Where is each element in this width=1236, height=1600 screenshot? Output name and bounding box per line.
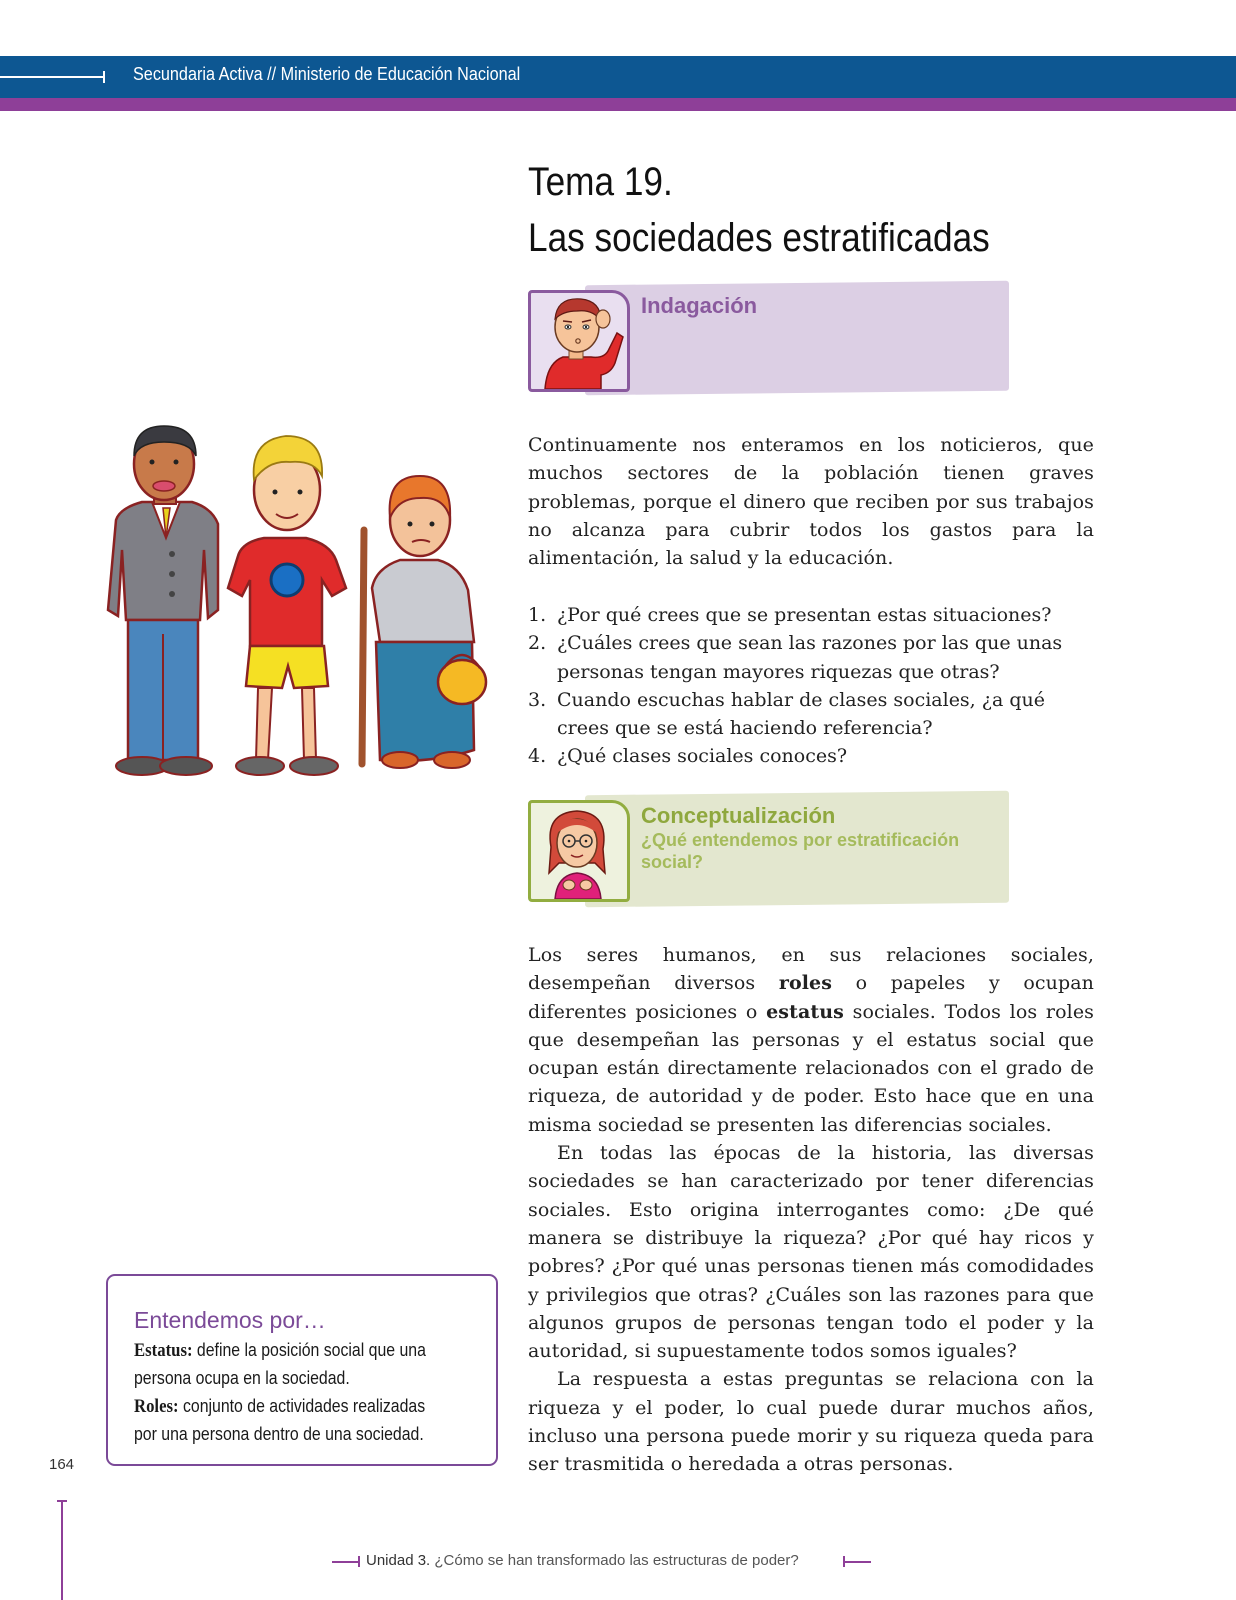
- definition-estatus: Estatus: define la posición social que una: [134, 1340, 426, 1361]
- footer-tick-left: [358, 1556, 360, 1567]
- header-rule: [0, 76, 104, 78]
- thinking-boy-icon: [528, 290, 630, 392]
- footer-unit-title: Unidad 3. ¿Cómo se han transformado las estructuras de poder?: [366, 1552, 799, 1569]
- conceptualizacion-body: [528, 941, 1094, 1479]
- page-title: Las sociedades estratificadas: [528, 216, 990, 260]
- list-item: 4. ¿Qué clases sociales conoces?: [528, 745, 848, 768]
- indagacion-heading: Indagación: [641, 293, 758, 318]
- three-people-social-classes-illustration: [100, 420, 510, 804]
- definition-roles-cont: por una persona dentro de una sociedad.: [134, 1424, 424, 1444]
- topic-number: Tema 19.: [528, 160, 673, 204]
- boy-figure: [228, 436, 346, 775]
- question-list: [528, 601, 1094, 771]
- definition-roles: Roles: conjunto de actividades realizadas: [134, 1396, 426, 1417]
- girl-with-glasses-icon: [528, 800, 630, 902]
- footer-rule-right: [843, 1561, 871, 1563]
- man-in-suit-figure: [108, 426, 218, 775]
- margin-rule: [61, 1500, 63, 1600]
- footer-tick-right: [843, 1556, 845, 1567]
- conceptualizacion-subheading: ¿Qué entendemos por estratificación social?: [641, 830, 960, 872]
- paragraph: La respuesta a estas preguntas se relaciona con la riqueza y el poder, lo cual puede durar muchos años, incluso una persona puede morir y su riqueza queda para ser trasmitida o heredada a otras personas.: [528, 1368, 1094, 1476]
- term-roles: roles: [778, 972, 833, 995]
- paragraph: En todas las épocas de la historia, las diversas sociedades se han caracterizado por tener diferencias sociales. Esto origina interrogantes como: ¿De qué manera se distribuye la riqueza? ¿Por qué hay ricos y pobres? ¿Por qué unas personas tienen más comodidades y privilegios que otras? ¿Cuáles son las razones para que algunos grupos de personas tengan todo el poder y la autoridad, si supuestamente todos somos iguales?: [528, 1142, 1094, 1363]
- footer-rule-left: [332, 1561, 360, 1563]
- running-header: Secundaria Activa // Ministerio de Educación Nacional: [133, 64, 521, 84]
- term-estatus: estatus: [766, 1000, 844, 1023]
- paragraph: Los seres humanos, en sus relaciones sociales, desempeñan diversos roles o papeles y ocupan diferentes posiciones o estatus sociales. Todos los roles que desempeñan las personas y el estatus social que ocupan están directamente relacionados con el grado de riqueza, de autoridad y de poder. Esto hace que en una misma sociedad se presenten las diferencias sociales.: [528, 944, 1095, 1136]
- indagacion-intro-paragraph: Continuamente nos enteramos en los noticieros, que muchos sectores de la población tienen graves problemas, porque el dinero que reciben por sus trabajos no alcanza para cubrir todos los gastos para la alimentación, la salud y la educación.: [528, 434, 1094, 570]
- header-accent-stripe: [0, 98, 1236, 111]
- list-item: 2. ¿Cuáles crees que sean las razones por las que unas personas tengan mayores riquezas que otras?: [528, 632, 1063, 683]
- definitions-title: Entendemos por…: [134, 1307, 326, 1333]
- old-woman-figure: [362, 476, 486, 768]
- page-number: 164: [49, 1456, 75, 1473]
- list-item: 3. Cuando escuchas hablar de clases sociales, ¿a qué crees que se está haciendo referencia?: [528, 688, 1045, 740]
- conceptualizacion-heading: Conceptualización: [641, 803, 836, 828]
- header-rule-tick: [103, 71, 105, 83]
- list-item: 1. ¿Por qué crees que se presentan estas situaciones?: [528, 604, 1052, 626]
- definition-estatus-cont: persona ocupa en la sociedad.: [134, 1368, 350, 1388]
